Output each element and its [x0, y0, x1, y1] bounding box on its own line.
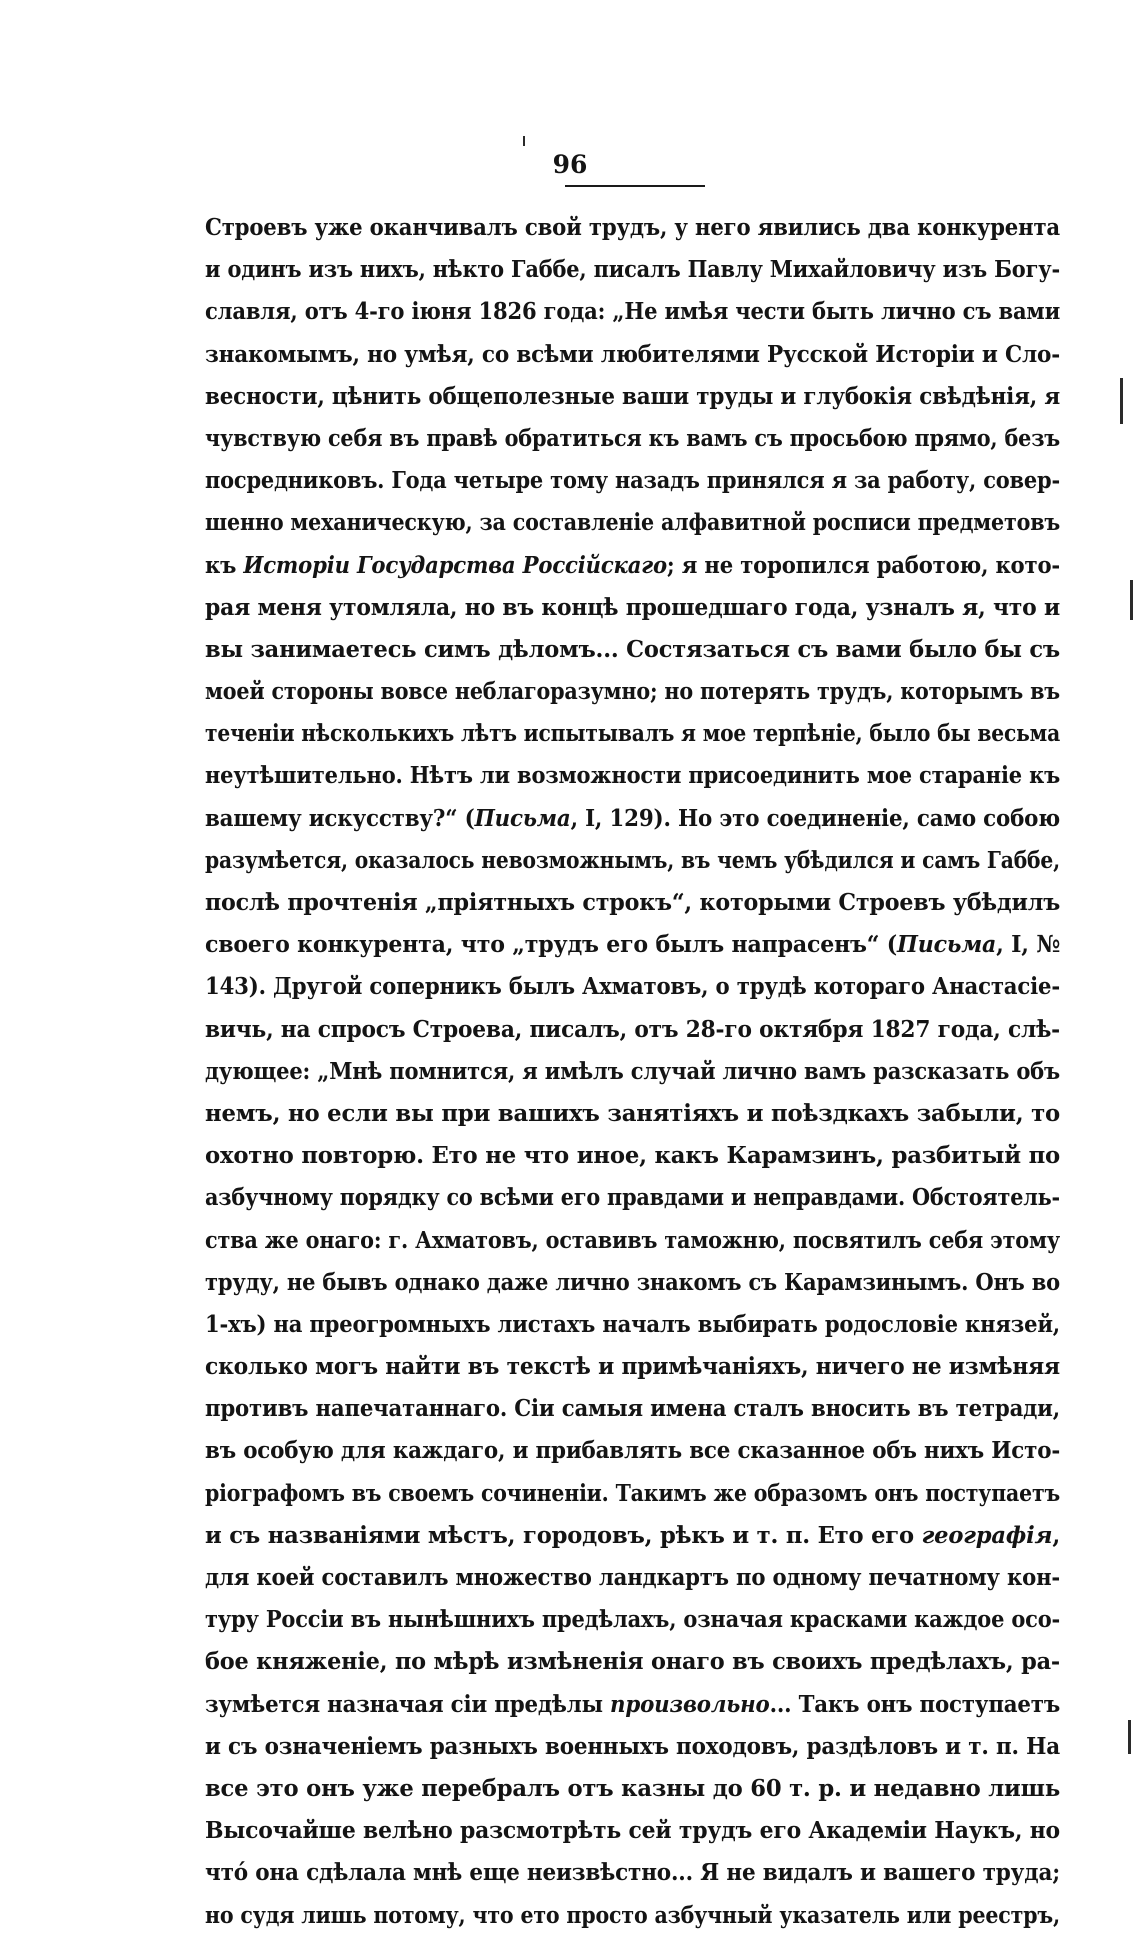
page-number-rule [565, 185, 705, 187]
text-segment: все это онъ уже перебралъ отъ казны до 60 т. р. и недавно лишь [205, 1773, 1061, 1802]
text-line [205, 1894, 1060, 1936]
text-segment: къ [205, 550, 244, 579]
text-line [205, 923, 1060, 965]
text-line [205, 206, 1060, 248]
text-line [205, 670, 1060, 712]
text-segment: вы занимаетесь симъ дѣломъ... Состязаться съ вами было бы съ [205, 634, 1061, 663]
text-line [205, 1219, 1060, 1261]
text-segment: ... Такъ онъ поступаетъ [769, 1689, 1061, 1718]
text-segment: но судя лишь потому, что ето просто азбучный указатель или реестръ, [205, 1900, 1060, 1929]
scan-artifact [523, 136, 525, 146]
page-number: 96 [552, 150, 588, 179]
italic-title: географія [921, 1520, 1053, 1549]
text-segment: моей стороны вовсе неблагоразумно; но потерять трудъ, которымъ въ [205, 677, 1060, 706]
text-segment: немъ, но если вы при вашихъ занятіяхъ и поѣздкахъ забыли, то [205, 1098, 1061, 1127]
text-segment: 143). Другой соперникъ былъ Ахматовъ, о трудѣ котораго Анастасіе- [205, 972, 1060, 1001]
text-segment: , [1052, 1520, 1061, 1549]
text-line [205, 1472, 1060, 1514]
text-segment: ; я не торопился работою, кото- [666, 550, 1060, 579]
text-segment: въ особую для каждаго, и прибавлять все сказанное объ нихъ Исто- [205, 1436, 1061, 1465]
text-line [205, 754, 1060, 796]
text-segment: посредниковъ. Года четыре тому назадъ принялся я за работу, совер- [205, 466, 1060, 495]
text-line [205, 1556, 1060, 1598]
text-segment: теченіи нѣсколькихъ лѣтъ испытывалъ я мое терпѣніе, было бы весьма [205, 719, 1061, 748]
text-segment: чтó она сдѣлала мнѣ еще неизвѣстно... Я не видалъ и вашего труда; [205, 1858, 1061, 1887]
italic-title: произвольно [610, 1689, 770, 1718]
text-segment: чувствую себя въ правѣ обратиться къ вамъ съ просьбою прямо, безъ [205, 423, 1061, 452]
text-line [205, 333, 1060, 375]
text-segment: разумѣется, оказалось невозможнымъ, въ чемъ убѣдился и самъ Габбе, [205, 845, 1060, 874]
text-segment: своего конкурента, что „трудъ его былъ напрасенъ“ ( [205, 930, 898, 959]
text-line [205, 1851, 1060, 1893]
text-line [205, 290, 1060, 332]
text-line [205, 1387, 1060, 1429]
text-line [205, 628, 1060, 670]
text-segment: для коей составилъ множество ландкартъ по одному печатному кон- [205, 1563, 1061, 1591]
text-line [205, 1176, 1060, 1218]
text-line [205, 459, 1060, 501]
text-segment: весности, цѣнить общеполезные ваши труды и глубокія свѣдѣнія, я [205, 381, 1060, 410]
text-segment: вашему искусству?“ ( [205, 803, 475, 832]
text-segment: дующее: „Мнѣ помнится, я имѣлъ случай лично вамъ разсказать объ [205, 1056, 1060, 1085]
text-line [205, 1683, 1060, 1725]
text-segment: и съ названіями мѣстъ, городовъ, рѣкъ и т. п. Ето его [205, 1520, 922, 1549]
text-segment: послѣ прочтенія „пріятныхъ строкъ“, которыми Строевъ убѣдилъ [205, 888, 1061, 916]
text-segment: охотно повторю. Ето не что иное, какъ Карамзинъ, разбитый по [205, 1141, 1061, 1170]
text-segment: зумѣется назначая сіи предѣлы [205, 1689, 611, 1718]
text-segment: неутѣшительно. Нѣтъ ли возможности присоединить мое стараніе къ [205, 761, 1061, 790]
text-segment: сколько могъ найти въ текстѣ и примѣчаніяхъ, ничего не измѣняя [205, 1352, 1060, 1381]
text-segment: вичь, на спросъ Строева, писалъ, отъ 28-го октября 1827 года, слѣ- [205, 1014, 1060, 1043]
text-segment: шенно механическую, за составленіе алфавитной росписи предметовъ [205, 508, 1061, 537]
italic-title: Письма [474, 803, 571, 832]
text-line [205, 544, 1060, 586]
italic-title: Письма [897, 930, 997, 959]
text-segment: знакомымъ, но умѣя, со всѣми любителями Русской Исторіи и Сло- [205, 339, 1061, 368]
text-line [205, 1092, 1060, 1134]
text-segment: 1-хъ) на преогромныхъ листахъ началъ выбирать родословіе князей, [205, 1309, 1060, 1338]
text-segment: , I, 129). Но это соединеніе, само собою [570, 803, 1061, 832]
text-line [205, 1261, 1060, 1303]
text-line [205, 881, 1060, 923]
text-segment: , I, № [996, 930, 1061, 959]
scan-artifact [1128, 1720, 1131, 1754]
text-line [205, 1303, 1060, 1345]
text-line [205, 839, 1060, 881]
text-line [205, 965, 1060, 1007]
text-line [205, 1640, 1060, 1682]
text-line [205, 1429, 1060, 1471]
italic-title: Исторіи Государства Россійскаго [243, 550, 667, 579]
text-segment: Высочайше велѣно разсмотрѣть сей трудъ его Академіи Наукъ, но [205, 1816, 1060, 1845]
text-segment: азбучному порядку со всѣми его правдами и неправдами. Обстоятель- [205, 1183, 1061, 1212]
text-segment: туру Россіи въ нынѣшнихъ предѣлахъ, означая красками каждое осо- [205, 1605, 1061, 1634]
text-line [205, 1598, 1060, 1640]
text-line [205, 1767, 1060, 1809]
text-segment: Строевъ уже оканчивалъ свой трудъ, у него явились два конкурента [205, 213, 1060, 241]
scan-artifact [1120, 378, 1123, 424]
scan-artifact [1130, 580, 1133, 620]
text-segment: ства же онаго: г. Ахматовъ, оставивъ таможню, посвятилъ себя этому [205, 1225, 1060, 1254]
text-segment: противъ напечатаннаго. Сіи самыя имена сталъ вносить въ тетради, [205, 1394, 1060, 1423]
text-line [205, 586, 1060, 628]
text-line [205, 1514, 1060, 1556]
text-line [205, 1345, 1060, 1387]
text-line [205, 501, 1060, 543]
text-segment: рая меня утомляла, но въ концѣ прошедшаго года, узналъ я, что и [205, 592, 1061, 621]
text-segment: ріографомъ въ своемъ сочиненіи. Такимъ же образомъ онъ поступаетъ [205, 1478, 1061, 1507]
text-line [205, 417, 1060, 459]
text-line [205, 248, 1060, 290]
text-segment: и съ означеніемъ разныхъ военныхъ походовъ, раздѣловъ и т. п. На [205, 1731, 1060, 1760]
text-line [205, 712, 1060, 754]
text-line [205, 1008, 1060, 1050]
text-line [205, 1050, 1060, 1092]
text-segment: и одинъ изъ нихъ, нѣкто Габбе, писалъ Павлу Михайловичу изъ Богу- [205, 255, 1060, 284]
body-text [205, 206, 1060, 1936]
text-segment: бое княженіе, по мѣрѣ измѣненія онаго въ своихъ предѣлахъ, ра- [205, 1647, 1061, 1676]
text-line [205, 797, 1060, 839]
text-line [205, 375, 1060, 417]
text-segment: славля, отъ 4-го іюня 1826 года: „Не имѣя чести быть лично съ вами [205, 297, 1061, 326]
text-line [205, 1809, 1060, 1851]
text-segment: труду, не бывъ однако даже лично знакомъ съ Карамзинымъ. Онъ во [205, 1267, 1060, 1296]
text-line [205, 1134, 1060, 1176]
text-line [205, 1725, 1060, 1767]
